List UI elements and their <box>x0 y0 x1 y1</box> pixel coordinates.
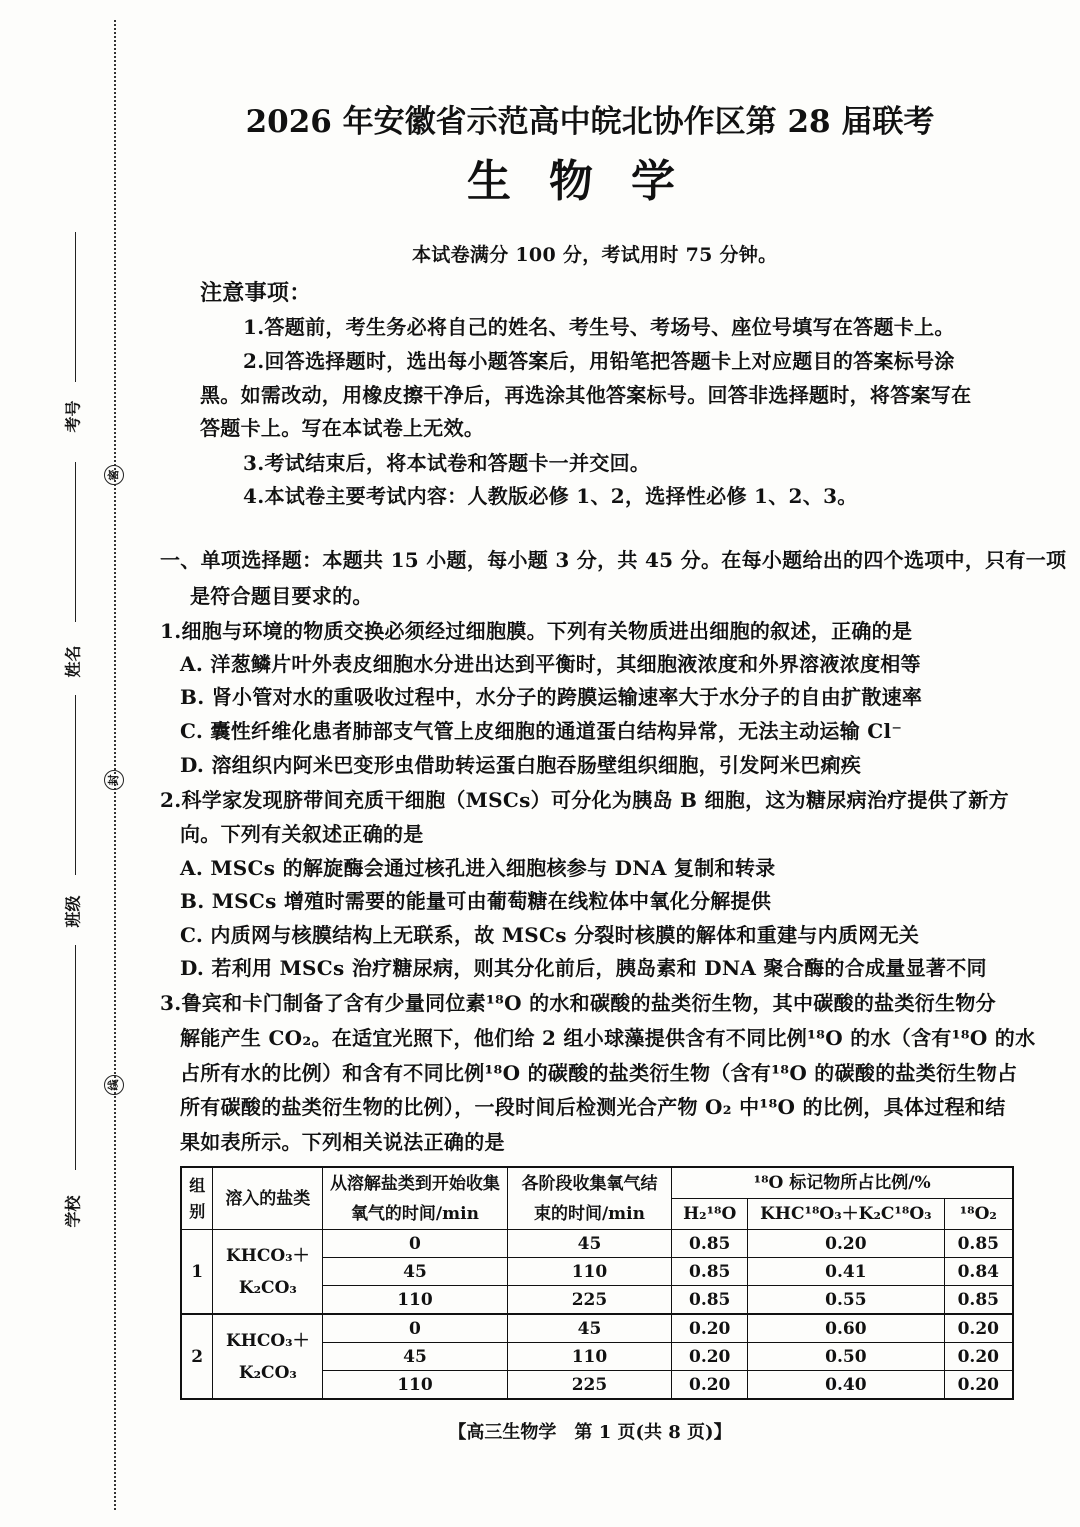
table-cell: 110 <box>507 1258 672 1286</box>
table-cell: 0.85 <box>944 1286 1013 1315</box>
notice-line: 4.本试卷主要考试内容：人教版必修 1、2，选择性必修 1、2、3。 <box>243 484 858 508</box>
header-ratio: ¹⁸O 标记物所占比例/% <box>672 1167 1013 1199</box>
table-cell: 0.20 <box>672 1371 748 1400</box>
question-3-stem: 果如表所示。下列相关说法正确的是 <box>180 1130 505 1154</box>
exam-title: 2026 年安徽省示范高中皖北协作区第 28 届联考 <box>245 104 935 140</box>
group-id: 1 <box>181 1230 213 1315</box>
table-row <box>181 1314 1013 1343</box>
question-2-option-b: B. MSCs 增殖时需要的能量可由葡萄糖在线粒体中氧化分解提供 <box>180 889 772 913</box>
section-heading: 一、单项选择题：本题共 15 小题，每小题 3 分，共 45 分。在每小题给出的四个选项中，只有一项 <box>160 548 1067 572</box>
question-3-stem: 所有碳酸的盐类衍生物的比例），一段时间后检测光合产物 O₂ 中¹⁸O 的比例，具体过程和结 <box>180 1095 1006 1119</box>
page-footer: 【高三生物学 第 1 页(共 8 页)】 <box>448 1422 732 1443</box>
question-1-option-b: B. 肾小管对水的重吸收过程中，水分子的跨膜运输速率大于水分子的自由扩散速率 <box>180 685 923 709</box>
table-cell: 0.20 <box>672 1343 748 1371</box>
section-heading: 是符合题目要求的。 <box>190 584 373 608</box>
table-cell: 0.60 <box>748 1314 944 1343</box>
table-cell: 225 <box>507 1286 672 1315</box>
table-cell: 0.20 <box>672 1314 748 1343</box>
table-cell: 110 <box>323 1371 507 1400</box>
table-cell: 0.85 <box>944 1230 1013 1258</box>
name-label: 姓名 <box>63 645 83 678</box>
seal-xian: 线 <box>104 1075 124 1095</box>
question-3-stem: 占所有水的比例）和含有不同比例¹⁸O 的碳酸的盐类衍生物（含有¹⁸O 的碳酸的盐类衍生物占 <box>180 1061 1018 1085</box>
notice-line: 答题卡上。写在本试卷上无效。 <box>200 416 485 440</box>
question-2-option-c: C. 内质网与核膜结构上无联系，故 MSCs 分裂时核膜的解体和重建与内质网无关 <box>180 923 920 947</box>
question-2-stem: 2.科学家发现脐带间充质干细胞（MSCs）可分化为胰岛 B 细胞，这为糖尿病治疗提供了新方 <box>160 788 1009 812</box>
margin-line <box>75 945 76 1170</box>
table-cell: 0.50 <box>748 1343 944 1371</box>
table-cell: 0.20 <box>748 1230 944 1258</box>
notice-line: 2.回答选择题时，选出每小题答案后，用铅笔把答题卡上对应题目的答案标号涂 <box>243 349 955 373</box>
group-id: 2 <box>181 1314 213 1399</box>
table-cell: 0.55 <box>748 1286 944 1315</box>
table-cell: 0.20 <box>944 1314 1013 1343</box>
question-3-stem: 解能产生 CO₂。在适宜光照下，他们给 2 组小球藻提供含有不同比例¹⁸O 的水（含有¹⁸O 的水 <box>180 1026 1036 1050</box>
table-cell: 0.41 <box>748 1258 944 1286</box>
question-1-option-d: D. 溶组织内阿米巴变形虫借助转运蛋白胞吞肠壁组织细胞，引发阿米巴痢疾 <box>180 753 862 777</box>
header-start-time: 从溶解盐类到开始收集氧气的时间/min <box>323 1167 507 1230</box>
table-cell: 0.85 <box>672 1258 748 1286</box>
question-1-option-a: A. 洋葱鳞片叶外表皮细胞水分进出达到平衡时，其细胞液浓度和外界溶液浓度相等 <box>180 652 921 676</box>
table-cell: 0 <box>323 1314 507 1343</box>
group-salt: KHCO₃＋K₂CO₃ <box>213 1314 323 1399</box>
table-cell: 45 <box>323 1258 507 1286</box>
group-salt: KHCO₃＋K₂CO₃ <box>213 1230 323 1315</box>
table-cell: 45 <box>507 1314 672 1343</box>
class-label: 班级 <box>63 895 83 928</box>
margin-line <box>75 695 76 875</box>
question-2-option-a: A. MSCs 的解旋酶会通过核孔进入细胞核参与 DNA 复制和转录 <box>180 856 776 880</box>
table-cell: 0.85 <box>672 1286 748 1315</box>
exam-number-label: 考号 <box>63 400 83 433</box>
header-o2: ¹⁸O₂ <box>944 1199 1013 1230</box>
table-cell: 0.84 <box>944 1258 1013 1286</box>
question-2-option-d: D. 若利用 MSCs 治疗糖尿病，则其分化前后，胰岛素和 DNA 聚合酶的合成量显著不同 <box>180 956 987 980</box>
table-cell: 0.20 <box>944 1343 1013 1371</box>
header-end-time: 各阶段收集氧气结束的时间/min <box>507 1167 672 1230</box>
table-cell: 110 <box>323 1286 507 1315</box>
question-1-stem: 1.细胞与环境的物质交换必须经过细胞膜。下列有关物质进出细胞的叙述，正确的是 <box>160 619 913 643</box>
binding-dotted-line <box>114 20 116 1510</box>
question-1-option-c: C. 囊性纤维化患者肺部支气管上皮细胞的通道蛋白结构异常，无法主动运输 Cl⁻ <box>180 719 903 743</box>
table-cell: 0 <box>323 1230 507 1258</box>
table-cell: 225 <box>507 1371 672 1400</box>
table-cell: 45 <box>507 1230 672 1258</box>
table-cell: 0.20 <box>944 1371 1013 1400</box>
margin-line <box>75 232 76 382</box>
notice-line: 黑。如需改动，用橡皮擦干净后，再选涂其他答案标号。回答非选择题时，将答案写在 <box>200 383 972 407</box>
table-row <box>181 1230 1013 1258</box>
seal-mi: 密 <box>104 465 124 485</box>
notice-heading: 注意事项： <box>200 280 312 306</box>
notice-line: 3.考试结束后，将本试卷和答题卡一并交回。 <box>243 451 651 475</box>
table-cell: 0.40 <box>748 1371 944 1400</box>
header-h2o: H₂¹⁸O <box>672 1199 748 1230</box>
table-cell: 0.85 <box>672 1230 748 1258</box>
results-table <box>180 1166 1014 1400</box>
header-carbonate: KHC¹⁸O₃＋K₂C¹⁸O₃ <box>748 1199 944 1230</box>
exam-info: 本试卷满分 100 分，考试用时 75 分钟。 <box>412 244 778 266</box>
table-cell: 110 <box>507 1343 672 1371</box>
table-cell: 45 <box>323 1343 507 1371</box>
header-group: 组别 <box>181 1167 213 1230</box>
margin-line <box>75 462 76 622</box>
school-label: 学校 <box>63 1195 83 1228</box>
seal-feng: 封 <box>104 770 124 790</box>
question-2-stem: 向。下列有关叙述正确的是 <box>180 822 424 846</box>
question-3-stem: 3.鲁宾和卡门制备了含有少量同位素¹⁸O 的水和碳酸的盐类衍生物，其中碳酸的盐类衍生物分 <box>160 991 996 1015</box>
subject-title: 生物学 <box>467 156 713 207</box>
header-salt: 溶入的盐类 <box>213 1167 323 1230</box>
notice-line: 1.答题前，考生务必将自己的姓名、考生号、考场号、座位号填写在答题卡上。 <box>243 315 955 339</box>
